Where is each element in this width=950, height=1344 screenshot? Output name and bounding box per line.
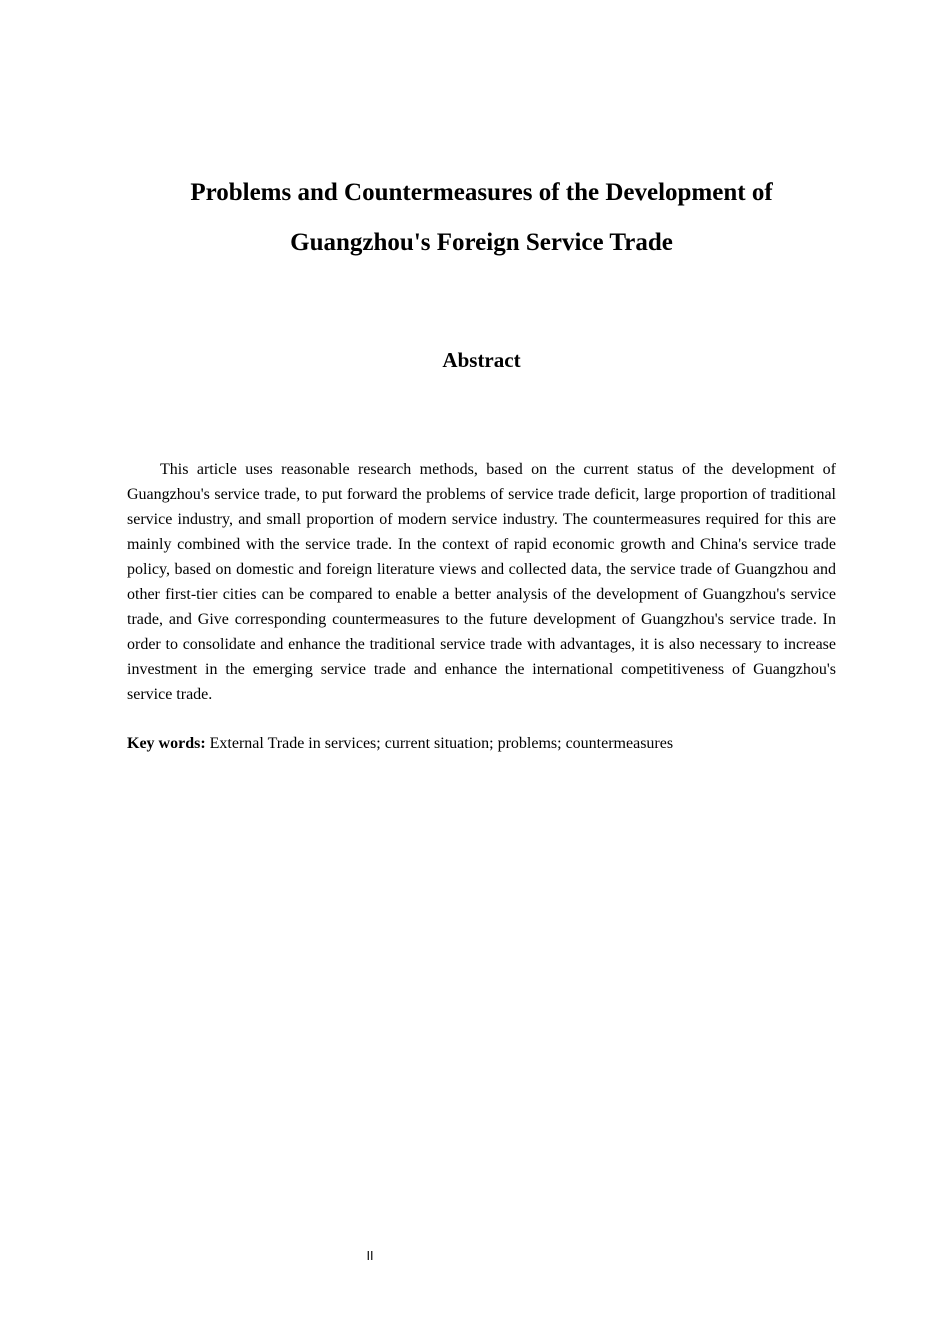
page-number: II xyxy=(366,1249,374,1263)
abstract-body: This article uses reasonable research methods, based on the current status of the development of Guangzhou's service trade, to put forward the problems of service trade deficit, large proportion of traditional service industry, and small proportion of modern service industry. The countermeasures required for this are mainly combined with the service trade. In the context of rapid economic growth and China's service trade policy, based on domestic and foreign literature views and collected data, the service trade of Guangzhou and other first-tier cities can be compared to enable a better analysis of the development of Guangzhou's service trade, and Give corresponding countermeasures to the future development of Guangzhou's service trade. In order to consolidate and enhance the traditional service trade with advantages, it is also necessary to increase investment in the emerging service trade and enhance the international competitiveness of Guangzhou's service trade. xyxy=(127,461,836,703)
keywords-label: Key words: xyxy=(127,735,206,752)
paper-title-line-2: Guangzhou's Foreign Service Trade xyxy=(290,229,673,256)
keywords-text: External Trade in services; current situation; problems; countermeasures xyxy=(205,735,674,752)
abstract-heading: Abstract xyxy=(442,348,521,372)
paper-title xyxy=(127,168,836,268)
keywords-line xyxy=(127,731,836,756)
paper-title-line-1: Problems and Countermeasures of the Development of xyxy=(190,179,773,206)
